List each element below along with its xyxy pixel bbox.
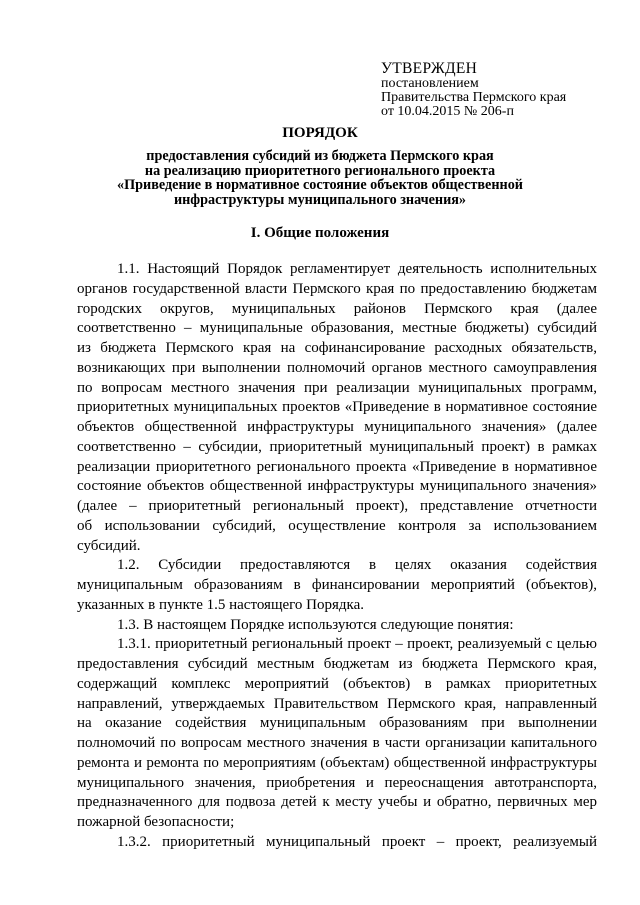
approval-title: УТВЕРЖДЕН [381,60,478,77]
body-line: субсидий. [77,537,141,554]
body-line: по вопросам местного значения при реализации муниципальных программ, [77,379,597,396]
approval-line: от 10.04.2015 № 206-п [381,104,514,119]
body-line: органов государственной власти Пермского края по предоставлению бюджетам [77,280,597,297]
approval-line: Правительства Пермского края [381,90,567,105]
approval-stamp [381,60,621,119]
body-line: приоритетных муниципальных проектов «Приведение в нормативное состояние [77,399,597,416]
body-line: направлений, утверждаемых Правительством Пермского края, направленный [77,695,597,712]
body-line: 1.1. Настоящий Порядок регламентирует деятельность исполнительных [117,261,597,277]
body-line: пожарной безопасности; [77,814,235,830]
body-line: (далее – приоритетный региональный проект), представление отчетности [77,498,597,514]
section-heading: I. Общие положения [250,225,390,241]
body-line: объектов общественной инфраструктуры муниципального значения» (далее [77,419,597,435]
body-line: из бюджета Пермского края на софинансирование расходных обязательств, [77,340,597,356]
document-title: ПОРЯДОК [282,125,358,141]
body-line: содержащий комплекс мероприятий (объектов) в рамках приоритетных [77,675,597,692]
body-line: муниципальным образованиям в финансировании мероприятий (объектов), [77,577,597,593]
body-line: 1.2. Субсидии предоставляются в целях оказания содействия [117,557,597,574]
body-line: 1.3. В настоящем Порядке используются следующие понятия: [117,616,514,633]
body-line: предоставления субсидий местным бюджетам из бюджета Пермского края, [77,656,597,672]
body-line: об использовании субсидий, осуществление контроля за использованием [77,517,597,534]
document-subtitle [60,149,580,207]
body-line: возникающих при выполнении полномочий органов местного самоуправления [77,359,597,376]
body-line: предназначенного для подвоза детей к месту учебы и обратно, первичных мер [77,794,597,811]
body-line: указанных в пункте 1.5 настоящего Порядка. [77,596,365,613]
approval-line: постановлением [381,76,479,91]
body-line: 1.3.2. приоритетный муниципальный проект – проект, реализуемый [117,833,597,850]
subtitle-line: инфраструктуры муниципального значения» [173,191,467,208]
body-line: реализации приоритетного регионального проекта «Приведение в нормативное [77,458,597,475]
body-line: городских округов, муниципальных районов Пермского края (далее [77,300,597,317]
body-line: муниципального значения, приобретения и переоснащения автотранспорта, [77,774,597,791]
body-line: на оказание содействия муниципальным образованиям при выполнении [77,715,597,732]
body-line: соответственно – субсидии, приоритетный муниципальный проект) в рамках [77,438,597,455]
body-line: состояние объектов общественной инфраструктуры муниципального значения» [77,478,597,495]
body-line: полномочий по вопросам местного значения в части организации капитального [77,735,597,751]
body-line: 1.3.1. приоритетный региональный проект – проект, реализуемый с целью [117,636,597,653]
subtitle-line: «Приведение в нормативное состояние объектов общественной [117,177,523,193]
body-line: соответственно – муниципальные образования, местные бюджеты) субсидий [77,320,597,337]
body-line: ремонта и ремонта по мероприятиям (объектам) общественной инфраструктуры [77,754,597,771]
subtitle-line: предоставления субсидий из бюджета Пермского края [146,148,494,164]
body-text [77,260,597,853]
subtitle-line: на реализацию приоритетного регионального проекта [144,162,496,179]
